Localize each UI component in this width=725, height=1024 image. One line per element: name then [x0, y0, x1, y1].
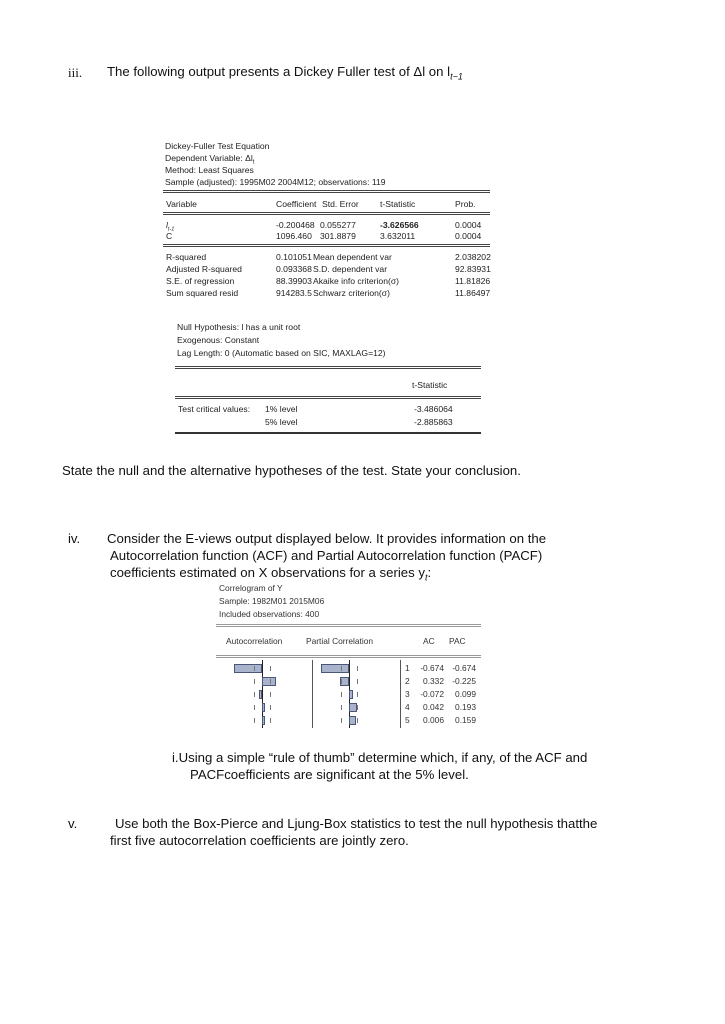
- stats-cell: R-squared: [166, 252, 207, 262]
- confidence-band-tick: [254, 705, 255, 710]
- confidence-band-tick: [270, 679, 271, 684]
- pac-value: 0.099: [455, 689, 476, 699]
- question-text-main: The following output presents a Dickey Fuller test of Δl on l: [107, 64, 451, 79]
- stats-cell: Adjusted R-squared: [166, 264, 242, 274]
- question-number: iv.: [68, 531, 81, 546]
- ac-bar: [234, 664, 262, 673]
- stats-cell: Sum squared resid: [166, 288, 239, 298]
- question-number: iii.: [68, 65, 83, 80]
- stats-cell: Mean dependent var: [313, 252, 392, 262]
- instruction-text: State the null and the alternative hypotheses of the test. State your conclusion.: [62, 463, 521, 478]
- question-text: coefficients estimated on X observations for a series $y_t$:: [110, 565, 432, 583]
- stats-cell: Akaike info criterion(σ): [313, 276, 400, 286]
- df-method: Method: Least Squares: [165, 165, 254, 175]
- stats-cell: S.E. of regression: [166, 276, 235, 286]
- col-header: Prob.: [455, 199, 476, 209]
- confidence-band-tick: [341, 692, 342, 697]
- pac-value: 0.159: [455, 715, 476, 725]
- df-dependent-text: Dependent Variable: Δl: [165, 153, 253, 163]
- col-header: Autocorrelation: [226, 636, 283, 646]
- lag-label: 1: [405, 663, 410, 673]
- stats-cell: 11.86497: [455, 288, 491, 298]
- cell: C: [166, 231, 173, 241]
- col-header: AC: [423, 636, 435, 646]
- col-header: Variable: [166, 199, 197, 209]
- col-header: Std. Error: [322, 199, 359, 209]
- cell: -0.200468: [276, 220, 315, 230]
- confidence-band-tick: [341, 705, 342, 710]
- pac-value: 0.193: [455, 702, 476, 712]
- crit-level: 1% level: [265, 404, 298, 414]
- divider: [163, 212, 490, 215]
- confidence-band-tick: [270, 705, 271, 710]
- lag-label: 4: [405, 702, 410, 712]
- stats-cell: 11.81826: [455, 276, 491, 286]
- confidence-band-tick: [341, 718, 342, 723]
- question-text: Consider the E-views output displayed below. It provides information on the: [107, 531, 547, 546]
- ac-bar: [259, 690, 262, 699]
- stats-cell: Schwarz criterion(σ): [313, 288, 390, 298]
- ac-value: 0.042: [423, 702, 444, 712]
- stats-cell: 0.101051: [276, 252, 312, 262]
- cell: -3.626566: [380, 220, 419, 230]
- stats-cell: S.D. dependent var: [313, 264, 388, 274]
- question-text: first five autocorrelation coefficients are jointly zero.: [110, 833, 409, 848]
- question-text: Use both the Box-Pierce and Ljung-Box statistics to test the null hypothesis thatthe: [115, 816, 598, 831]
- confidence-band-tick: [357, 705, 358, 710]
- cell: 0.0004: [455, 231, 482, 241]
- pac-value: -0.225: [452, 676, 476, 686]
- df-sample: Sample (adjusted): 1995M02 2004M12; observations: 119: [165, 177, 386, 187]
- df-exogenous: Exogenous: Constant: [177, 335, 260, 345]
- df-lag-length: Lag Length: 0 (Automatic based on SIC, MAXLAG=12): [177, 348, 386, 358]
- sub-question-text: i.Using a simple “rule of thumb” determine which, if any, of the ACF and: [172, 750, 588, 765]
- ac-bar: [262, 716, 265, 725]
- divider: [175, 396, 481, 399]
- ac-value: 0.332: [423, 676, 444, 686]
- confidence-band-tick: [254, 679, 255, 684]
- confidence-band-tick: [357, 692, 358, 697]
- sub-question-text: PACFcoefficients are significant at the 5% level.: [190, 767, 469, 782]
- subscript: t: [252, 159, 255, 166]
- ac-value: -0.674: [420, 663, 444, 673]
- separator: [312, 660, 313, 728]
- question-number: v.: [68, 816, 78, 831]
- confidence-band-tick: [270, 666, 271, 671]
- crit-value: -3.486064: [414, 404, 453, 414]
- ac-bar: [262, 677, 276, 686]
- lag-label: 5: [405, 715, 410, 725]
- separator: [400, 660, 401, 728]
- divider: [216, 624, 481, 627]
- question-text: [107, 64, 463, 82]
- confidence-band-tick: [270, 718, 271, 723]
- confidence-band-tick: [357, 666, 358, 671]
- crit-value: -2.885863: [414, 417, 453, 427]
- divider: [216, 655, 481, 658]
- confidence-band-tick: [341, 679, 342, 684]
- pac-bar: [321, 664, 349, 673]
- question-text: Autocorrelation function (ACF) and Partial Autocorrelation function (PACF): [110, 548, 543, 563]
- lag-label: 3: [405, 689, 410, 699]
- pac-bar: [349, 716, 356, 725]
- confidence-band-tick: [254, 718, 255, 723]
- subscript: t−1: [450, 71, 463, 82]
- stats-cell: 914283.5: [276, 288, 312, 298]
- subscript: t: [424, 572, 428, 583]
- crit-label: Test critical values:: [178, 404, 251, 414]
- pac-value: -0.674: [452, 663, 476, 673]
- cell: 3.632011: [380, 231, 416, 241]
- col-header: PAC: [449, 636, 466, 646]
- confidence-band-tick: [357, 679, 358, 684]
- pac-bar: [349, 703, 357, 712]
- divider: [175, 366, 481, 369]
- cell: 0.055277: [320, 220, 356, 230]
- corr-title: Correlogram of Y: [219, 583, 283, 593]
- stats-cell: 2.038202: [455, 252, 491, 262]
- df-null-hypothesis: Null Hypothesis: l has a unit root: [177, 322, 301, 332]
- divider: [175, 432, 481, 434]
- var-name: l: [166, 220, 168, 230]
- stats-cell: 92.83931: [455, 264, 491, 274]
- cell: 301.8879: [320, 231, 356, 241]
- pac-bar: [349, 690, 353, 699]
- confidence-band-tick: [254, 692, 255, 697]
- df-title: Dickey-Fuller Test Equation: [165, 141, 270, 151]
- lag-label: 2: [405, 676, 410, 686]
- subscript: t-1: [167, 226, 175, 233]
- corr-sample: Sample: 1982M01 2015M06: [219, 596, 325, 606]
- corr-obs: Included observations: 400: [219, 609, 320, 619]
- confidence-band-tick: [357, 718, 358, 723]
- stats-cell: 88.39903: [276, 276, 312, 286]
- ac-value: -0.072: [420, 689, 444, 699]
- df-dependent: [165, 153, 254, 166]
- crit-level: 5% level: [265, 417, 298, 427]
- col-header: Coefficient: [276, 199, 317, 209]
- col-header: Partial Correlation: [306, 636, 374, 646]
- divider: [163, 190, 490, 193]
- divider: [163, 244, 490, 247]
- stats-cell: 0.093368: [276, 264, 312, 274]
- col-header: t-Statistic: [412, 380, 448, 390]
- ac-value: 0.006: [423, 715, 444, 725]
- confidence-band-tick: [254, 666, 255, 671]
- col-header: t-Statistic: [380, 199, 416, 209]
- confidence-band-tick: [270, 692, 271, 697]
- confidence-band-tick: [341, 666, 342, 671]
- cell: 1096.460: [276, 231, 312, 241]
- cell: 0.0004: [455, 220, 482, 230]
- question-text-main: coefficients estimated on X observations for a series y: [110, 565, 425, 580]
- ac-bar: [262, 703, 265, 712]
